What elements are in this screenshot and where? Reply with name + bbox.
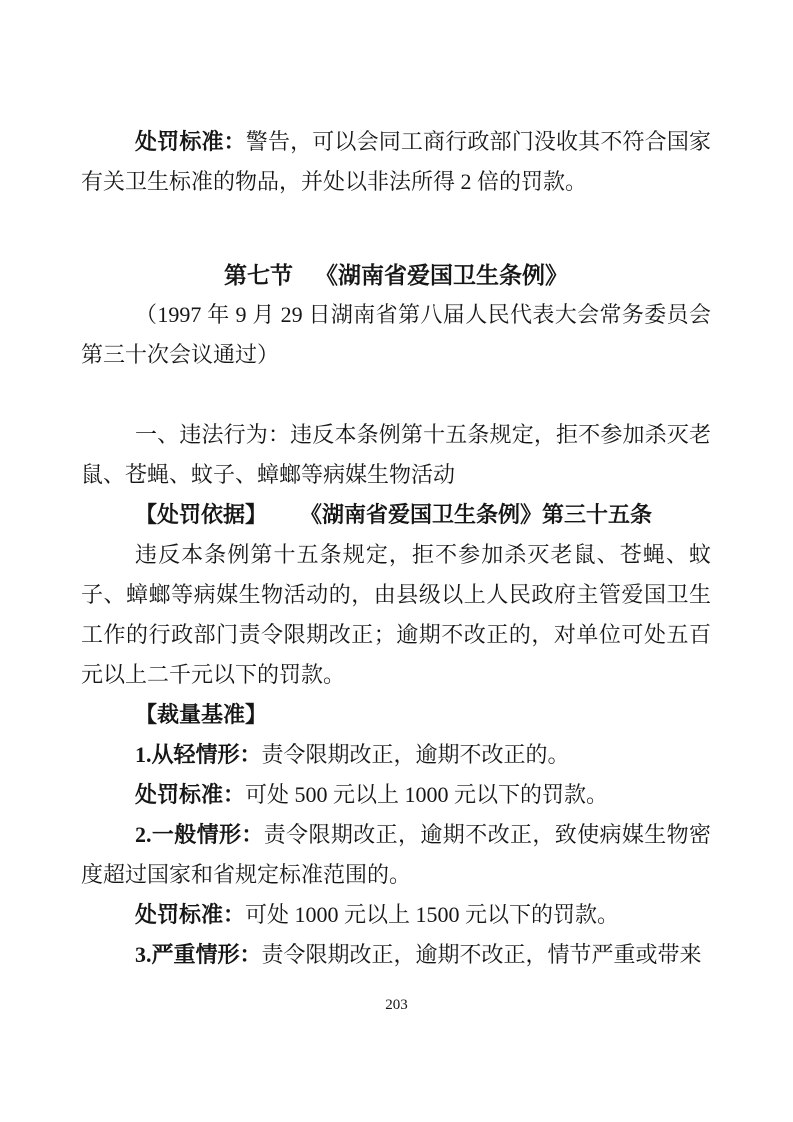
paragraph-penalty-standard-intro [81, 122, 711, 202]
discretion-item-1-text: 责令限期改正，逾期不改正的。 [261, 742, 570, 767]
section-heading [81, 255, 711, 295]
penalty-standard-label: 处罚标准： [135, 129, 246, 154]
violation-label: 一、违法行为： [135, 422, 291, 447]
discretion-item-2 [81, 815, 711, 895]
discretion-item-2-penalty-label: 处罚标准： [135, 902, 246, 927]
discretion-item-1-label: 1.从轻情形： [135, 742, 262, 767]
penalty-basis-citation: 《湖南省爱国卫生条例》第三十五条 [311, 502, 653, 527]
discretion-item-2-penalty-text: 可处 1000 元以上 1500 元以下的罚款。 [245, 902, 620, 927]
discretion-item-1-penalty-text: 可处 500 元以上 1000 元以下的罚款。 [245, 782, 609, 807]
discretion-heading: 【裁量基准】 [135, 702, 268, 727]
discretion-item-1-penalty [81, 775, 711, 815]
page-content [81, 122, 711, 975]
penalty-basis-line [81, 495, 711, 535]
basis-statute-text: 违反本条例第十五条规定，拒不参加杀灭老鼠、苍蝇、蚊子、蟑螂等病媒生物活动的，由县级以上人民政府主管爱国卫生工作的行政部门责令限期改正；逾期不改正的，对单位可处五百元以上二千元以下的罚款。 [81, 542, 711, 687]
section-spacer [81, 202, 711, 255]
discretion-item-2-label: 2.一般情形： [135, 822, 264, 847]
discretion-item-1 [81, 735, 711, 775]
discretion-item-2-text: 责令限期改正，逾期不改正，致使病媒生物密度超过国家和省规定标准范围的。 [81, 822, 711, 887]
page-number: 203 [385, 997, 408, 1013]
penalty-standard-text: 警告，可以会同工商行政部门没收其不符合国家有关卫生标准的物品，并处以非法所得 2 倍的罚款。 [81, 129, 711, 194]
discretion-item-3-text: 责令限期改正，逾期不改正，情节严重或带来 [261, 942, 702, 967]
violation-paragraph [81, 415, 711, 495]
section-number: 第七节 [224, 262, 293, 288]
penalty-basis-label: 【处罚依据】 [135, 502, 268, 527]
enactment-note: （1997 年 9 月 29 日湖南省第八届人民代表大会常务委员会第三十次会议通过） [81, 302, 711, 367]
discretion-item-3-label: 3.严重情形： [135, 942, 262, 967]
section-title: 《湖南省爱国卫生条例》 [315, 262, 568, 288]
paragraph-spacer [81, 375, 711, 415]
discretion-item-1-penalty-label: 处罚标准： [135, 782, 246, 807]
discretion-item-2-penalty [81, 895, 711, 935]
discretion-item-3 [81, 935, 711, 975]
violation-text: 违反本条例第十五条规定，拒不参加杀灭老鼠、苍蝇、蚊子、蟑螂等病媒生物活动 [81, 422, 711, 487]
